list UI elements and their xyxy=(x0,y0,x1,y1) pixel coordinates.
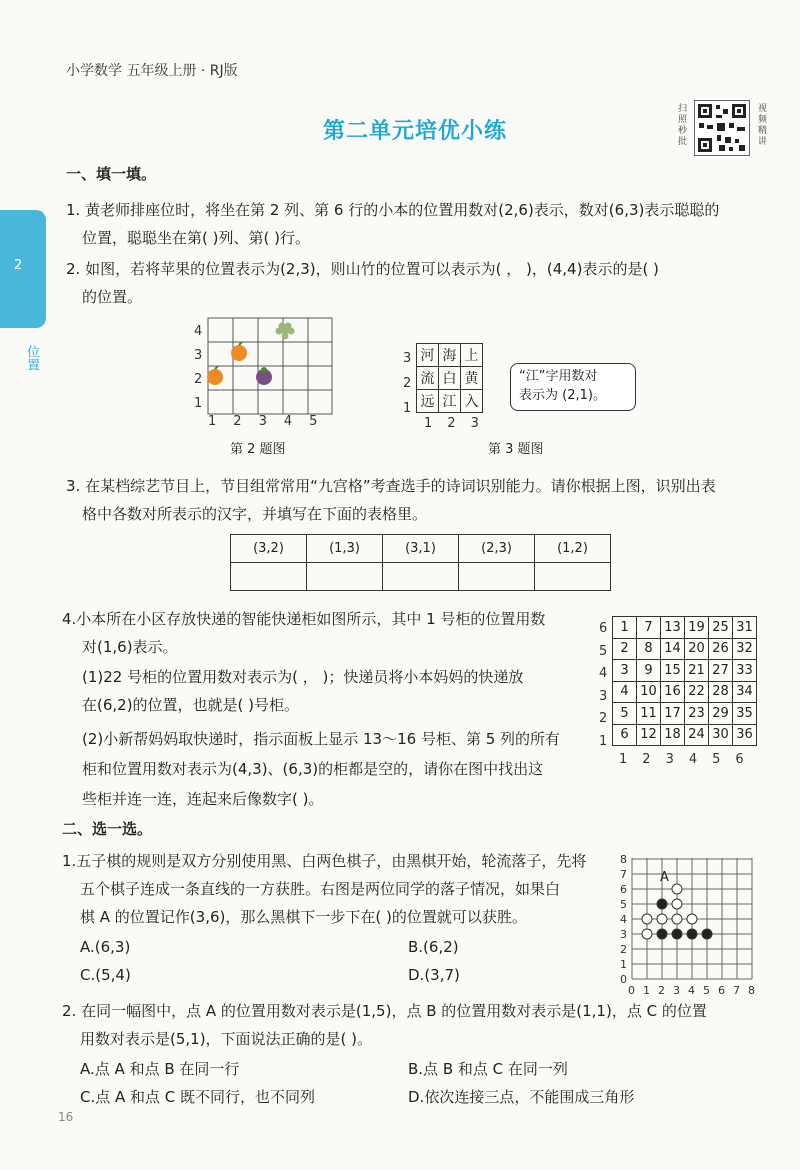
svg-text:7: 7 xyxy=(620,868,627,881)
q5-line3: 棋 A 的位置记作(3,6)，那么黑棋下一步下在( )的位置就可以获胜。 xyxy=(80,908,527,926)
q4-line2: 对(1,6)表示。 xyxy=(82,638,178,656)
fruit-grid-yticks: 4 3 2 1 xyxy=(194,324,203,411)
black-stone xyxy=(687,929,697,939)
q5-line1: 1.五子棋的规则是双方分别使用黑、白两色棋子，由黑棋开始，轮流落子，先将 xyxy=(62,852,587,870)
answer-cell[interactable] xyxy=(535,563,611,591)
page-number: 16 xyxy=(58,1110,74,1124)
q4-line5: (2)小新帮妈妈取快递时，指示面板上显示 13～16 号柜、第 5 列的所有 xyxy=(82,730,561,748)
section-1-heading: 一、填一填。 xyxy=(66,165,157,183)
answer-cell[interactable] xyxy=(383,563,459,591)
fig3-caption: 第 3 题图 xyxy=(488,442,544,457)
q1-line2: 位置，聪聪坐在第( )列、第( )行。 xyxy=(82,229,310,247)
grape-icon xyxy=(276,323,295,340)
svg-text:3: 3 xyxy=(673,984,680,996)
q4-line3: (1)22 号柜的位置用数对表示为( ， )；快递员将小本妈妈的快递放 xyxy=(82,668,524,686)
qr-left-text: 扫照秒批 xyxy=(678,104,688,147)
q5-option-b[interactable]: B.(6,2) xyxy=(408,938,459,956)
hint-bubble: “江”字用数对 表示为 (2,1)。 xyxy=(510,363,636,411)
q4-line6: 柜和位置用数对表示为(4,3)、(6,3)的柜都是空的，请你在图中找出这 xyxy=(82,760,544,778)
svg-text:5: 5 xyxy=(620,898,627,911)
white-stone xyxy=(672,914,682,924)
q5-line2: 五个棋子连成一条直线的一方获胜。右图是两位同学的落子情况，如果白 xyxy=(80,880,561,898)
svg-text:6: 6 xyxy=(620,883,627,896)
gomoku-board xyxy=(616,848,776,996)
q3-line2: 格中各数对所表示的汉字，并填写在下面的表格里。 xyxy=(82,505,428,523)
svg-text:5: 5 xyxy=(703,984,710,996)
svg-text:8: 8 xyxy=(748,984,755,996)
white-stone xyxy=(672,884,682,894)
white-stone xyxy=(687,914,697,924)
qr-block xyxy=(678,100,774,156)
poem-grid: 河 海 上 流 白 黄 远 江 入 xyxy=(416,343,483,413)
fig2-caption: 第 2 题图 xyxy=(230,442,286,457)
q3-line1: 3. 在某档综艺节目上，节目组常常用“九宫格”考查选手的诗词识别能力。请你根据上图，识别出表 xyxy=(66,477,716,495)
svg-text:6: 6 xyxy=(718,984,725,996)
svg-text:3: 3 xyxy=(620,928,627,941)
svg-text:8: 8 xyxy=(620,853,627,866)
q5-option-c[interactable]: C.(5,4) xyxy=(80,966,131,984)
q5-option-d[interactable]: D.(3,7) xyxy=(408,966,460,984)
white-stone xyxy=(657,914,667,924)
q6-option-c[interactable]: C.点 A 和点 C 既不同行，也不同列 xyxy=(80,1088,316,1106)
answer-table: (3,2) (1,3) (3,1) (2,3) (1,2) xyxy=(230,534,611,591)
svg-text:4: 4 xyxy=(620,913,627,926)
book-header: 小学数学 五年级上册 · RJ版 xyxy=(66,63,238,79)
svg-text:1: 1 xyxy=(620,958,627,971)
q6-option-a[interactable]: A.点 A 和点 B 在同一行 xyxy=(80,1060,240,1078)
q6-option-d[interactable]: D.依次连接三点，不能围成三角形 xyxy=(408,1088,635,1106)
svg-text:1: 1 xyxy=(643,984,650,996)
orange-icon xyxy=(207,366,223,385)
chapter-number: 2 xyxy=(14,258,23,273)
q4-line7: 些柜并连一连，连起来后像数字( )。 xyxy=(82,790,324,808)
q6-line1: 2. 在同一幅图中，点 A 的位置用数对表示是(1,5)，点 B 的位置用数对表示是(1,1)，点 C 的位置 xyxy=(62,1002,707,1020)
q6-line2: 用数对表示是(5,1)，下面说法正确的是( )。 xyxy=(80,1030,373,1048)
page-title: 第二单元培优小练 xyxy=(322,119,507,144)
answer-cell[interactable] xyxy=(459,563,535,591)
answer-cell[interactable] xyxy=(307,563,383,591)
q4-line1: 4.小本所在小区存放快递的智能快递柜如图所示，其中 1 号柜的位置用数 xyxy=(62,610,546,628)
white-stone xyxy=(642,914,652,924)
black-stone xyxy=(702,929,712,939)
fruit-grid-xticks: 1 2 3 4 5 xyxy=(208,414,318,429)
locker-row-labels: 6 5 4 3 2 1 xyxy=(599,621,608,749)
black-stone xyxy=(657,899,667,909)
white-stone xyxy=(642,929,652,939)
svg-text:2: 2 xyxy=(658,984,665,996)
white-stone xyxy=(672,899,682,909)
answer-cell[interactable] xyxy=(231,563,307,591)
stone-a-label: A xyxy=(660,870,669,885)
locker-grid: 1 7 13 19 25 31 2 8 14 20 26 32 3 9 15 21 27 33 4 10 16 22 28 34 5 11 17 23 29 35 6 12 18 24 30 36 xyxy=(612,616,757,746)
chapter-label: 位置 xyxy=(24,345,39,371)
svg-text:4: 4 xyxy=(688,984,695,996)
q1-line1: 1. 黄老师排座位时，将坐在第 2 列、第 6 行的小本的位置用数对(2,6)表示，数对(6,3)表示聪聪的 xyxy=(66,201,720,219)
q2-line1: 2. 如图，若将苹果的位置表示为(2,3)，则山竹的位置可以表示为( ， )，(4,4)表示的是( ) xyxy=(66,260,659,278)
chapter-tab xyxy=(0,210,46,328)
section-2-heading: 二、选一选。 xyxy=(62,820,153,838)
qr-code-icon[interactable] xyxy=(694,100,750,156)
svg-text:0: 0 xyxy=(628,984,635,996)
poem-grid-col-labels: 1 2 3 xyxy=(424,416,479,431)
locker-col-labels: 1 2 3 4 5 6 xyxy=(619,752,744,767)
q2-line2: 的位置。 xyxy=(82,288,143,306)
poem-grid-row-labels: 3 2 1 xyxy=(403,351,412,416)
black-stone xyxy=(672,929,682,939)
svg-text:2: 2 xyxy=(620,943,627,956)
black-stone xyxy=(657,929,667,939)
qr-right-text: 视频精讲 xyxy=(758,104,768,147)
q5-option-a[interactable]: A.(6,3) xyxy=(80,938,131,956)
q4-line4: 在(6,2)的位置，也就是( )号柜。 xyxy=(82,696,300,714)
q6-option-b[interactable]: B.点 B 和点 C 在同一列 xyxy=(408,1060,568,1078)
svg-text:0: 0 xyxy=(620,973,627,986)
svg-text:7: 7 xyxy=(733,984,740,996)
